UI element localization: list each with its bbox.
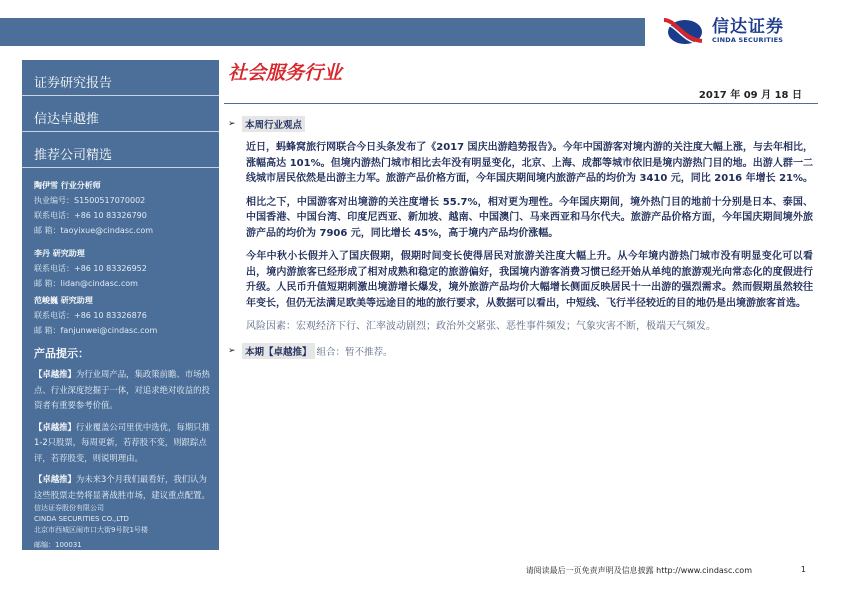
section-heading: 本期【卓越推】 xyxy=(242,343,315,359)
analyst-phone: 联系电话：+86 10 83326790 xyxy=(34,211,147,220)
analyst-name: 陶伊雪 行业分析师 xyxy=(34,181,101,190)
analyst-name: 李丹 研究助理 xyxy=(34,249,85,258)
section-portfolio xyxy=(228,343,813,359)
analyst-phone: 联系电话：+86 10 83326952 xyxy=(34,264,147,273)
product-tag: 【卓越推】 xyxy=(34,421,76,432)
sidebar-head-report: 证券研究报告 xyxy=(22,60,219,96)
portfolio-note: 组合：暂不推荐。 xyxy=(316,346,393,358)
cinda-logo xyxy=(662,16,812,46)
product-tag: 【卓越推】 xyxy=(34,369,76,379)
divider xyxy=(224,103,818,104)
sidebar xyxy=(22,60,219,550)
company-name-en: CINDA SECURITIES CO.,LTD xyxy=(34,515,129,523)
arrow-bullet-icon: ➢ xyxy=(228,345,236,356)
sidebar-head-recommended: 推荐公司精选 xyxy=(22,132,219,168)
analyst-email: 邮 箱：taoyixue@cindasc.com xyxy=(34,226,154,235)
footer-disclaimer: 请阅读最后一页免责声明及信息披露 http://www.cindasc.com xyxy=(525,566,752,575)
company-address: 北京市西城区闹市口大街9号院1号楼 xyxy=(34,526,148,534)
paragraph: 近日，蚂蜂窝旅行网联合今日头条发布了《2017 国庆出游趋势报告》。今年中国游客对境内游的关注度大幅上涨，与去年相比，涨幅高达 101%。但境内游热门城市相比去年没有明显变化，北京、上海、成都等城市依旧是境内游热门目的地。出游人群一二线城市居民依然是出游主力军。旅游产品价格方面，今年国庆期间境内旅游产品的均价为 3410 元，同比 2016 年增长 21%。 xyxy=(246,142,814,184)
page-number: 1 xyxy=(800,565,806,574)
section-heading: 本周行业观点 xyxy=(242,116,305,132)
cinda-logo-icon xyxy=(662,17,704,45)
page-title: 社会服务行业 xyxy=(228,62,343,84)
paragraph: 今年中秋小长假并入了国庆假期，假期时间变长使得居民对旅游关注度大幅上升。从今年境内游热门城市没有明显变化可以看出，境内游旅客已经形成了相对成熟和稳定的旅游偏好，我国境内游客消费习惯已经开始从单纯的旅游观光向常态化的度假进行升级。人民币升值短期刺激出境游增长爆发，境外旅游产品均价大幅增长侧面反映居民十一出游的强烈需求。然而假期虽然较往年变长，但仍无法满足欧美等远途目的地的旅行要求，从数据可以看出，中短线、飞行半径较近的目的地仍是出境游旅客首选。 xyxy=(246,251,813,309)
product-title: 产品提示： xyxy=(34,347,89,360)
risk-factors: 风险因素：宏观经济下行、汇率波动剧烈；政治外交紧张、恶性事件频发；气象灾害不断，极端天气频发。 xyxy=(246,321,716,332)
paragraph: 相比之下，中国游客对出境游的关注度增长 55.7%，相对更为理性。今年国庆期间，境外热门目的地前十分别是日本、泰国、中国香港、中国台湾、印度尼西亚、新加坡、越南、中国澳门、马来西亚和马尔代夫。旅游产品价格方面，今年国庆期间境外旅游产品的均价为 7906 元，同比增长 45%，高于境内产品均价涨幅。 xyxy=(246,196,813,239)
company-name-cn: 信达证券股份有限公司 xyxy=(34,504,104,512)
header-banner xyxy=(0,18,645,46)
analyst-email: 邮 箱：lidan@cindasc.com xyxy=(34,279,138,288)
arrow-bullet-icon: ➢ xyxy=(228,119,236,129)
logo-en: CINDA SECURITIES xyxy=(712,36,784,44)
analyst-email: 邮 箱：fanjunwei@cindasc.com xyxy=(34,326,158,335)
analyst-phone: 联系电话：+86 10 83326876 xyxy=(34,311,147,320)
sidebar-head-cinda-pick: 信达卓越推 xyxy=(22,96,219,132)
company-postcode: 邮编：100031 xyxy=(34,541,82,549)
analyst-cert: 执业编号：S1500517070002 xyxy=(34,196,146,205)
product-note: 【卓越推】为未来3个月我们最看好，我们认为这些股票走势将显著战胜市场，建议重点配置。 xyxy=(34,474,210,500)
main-content xyxy=(228,116,813,367)
product-tag: 【卓越推】 xyxy=(34,474,76,484)
product-note: 【卓越推】为行业周产品，集政策前瞻、市场热点、行业深度挖掘于一体，对追求绝对收益的投资者有重要参考价值。 xyxy=(34,369,210,410)
analyst-name: 范峻巍 研究助理 xyxy=(34,296,93,305)
logo-cn: 信达证券 xyxy=(712,17,784,37)
product-note: 【卓越推】行业覆盖公司里优中选优，每期只推1-2只股票，每周更新，若荐股不变，则跟踪点评，若荐股变，则说明理由。 xyxy=(34,421,210,463)
section-weekly-view xyxy=(228,116,813,132)
report-date: 2017 年 09 月 18 日 xyxy=(698,90,802,101)
